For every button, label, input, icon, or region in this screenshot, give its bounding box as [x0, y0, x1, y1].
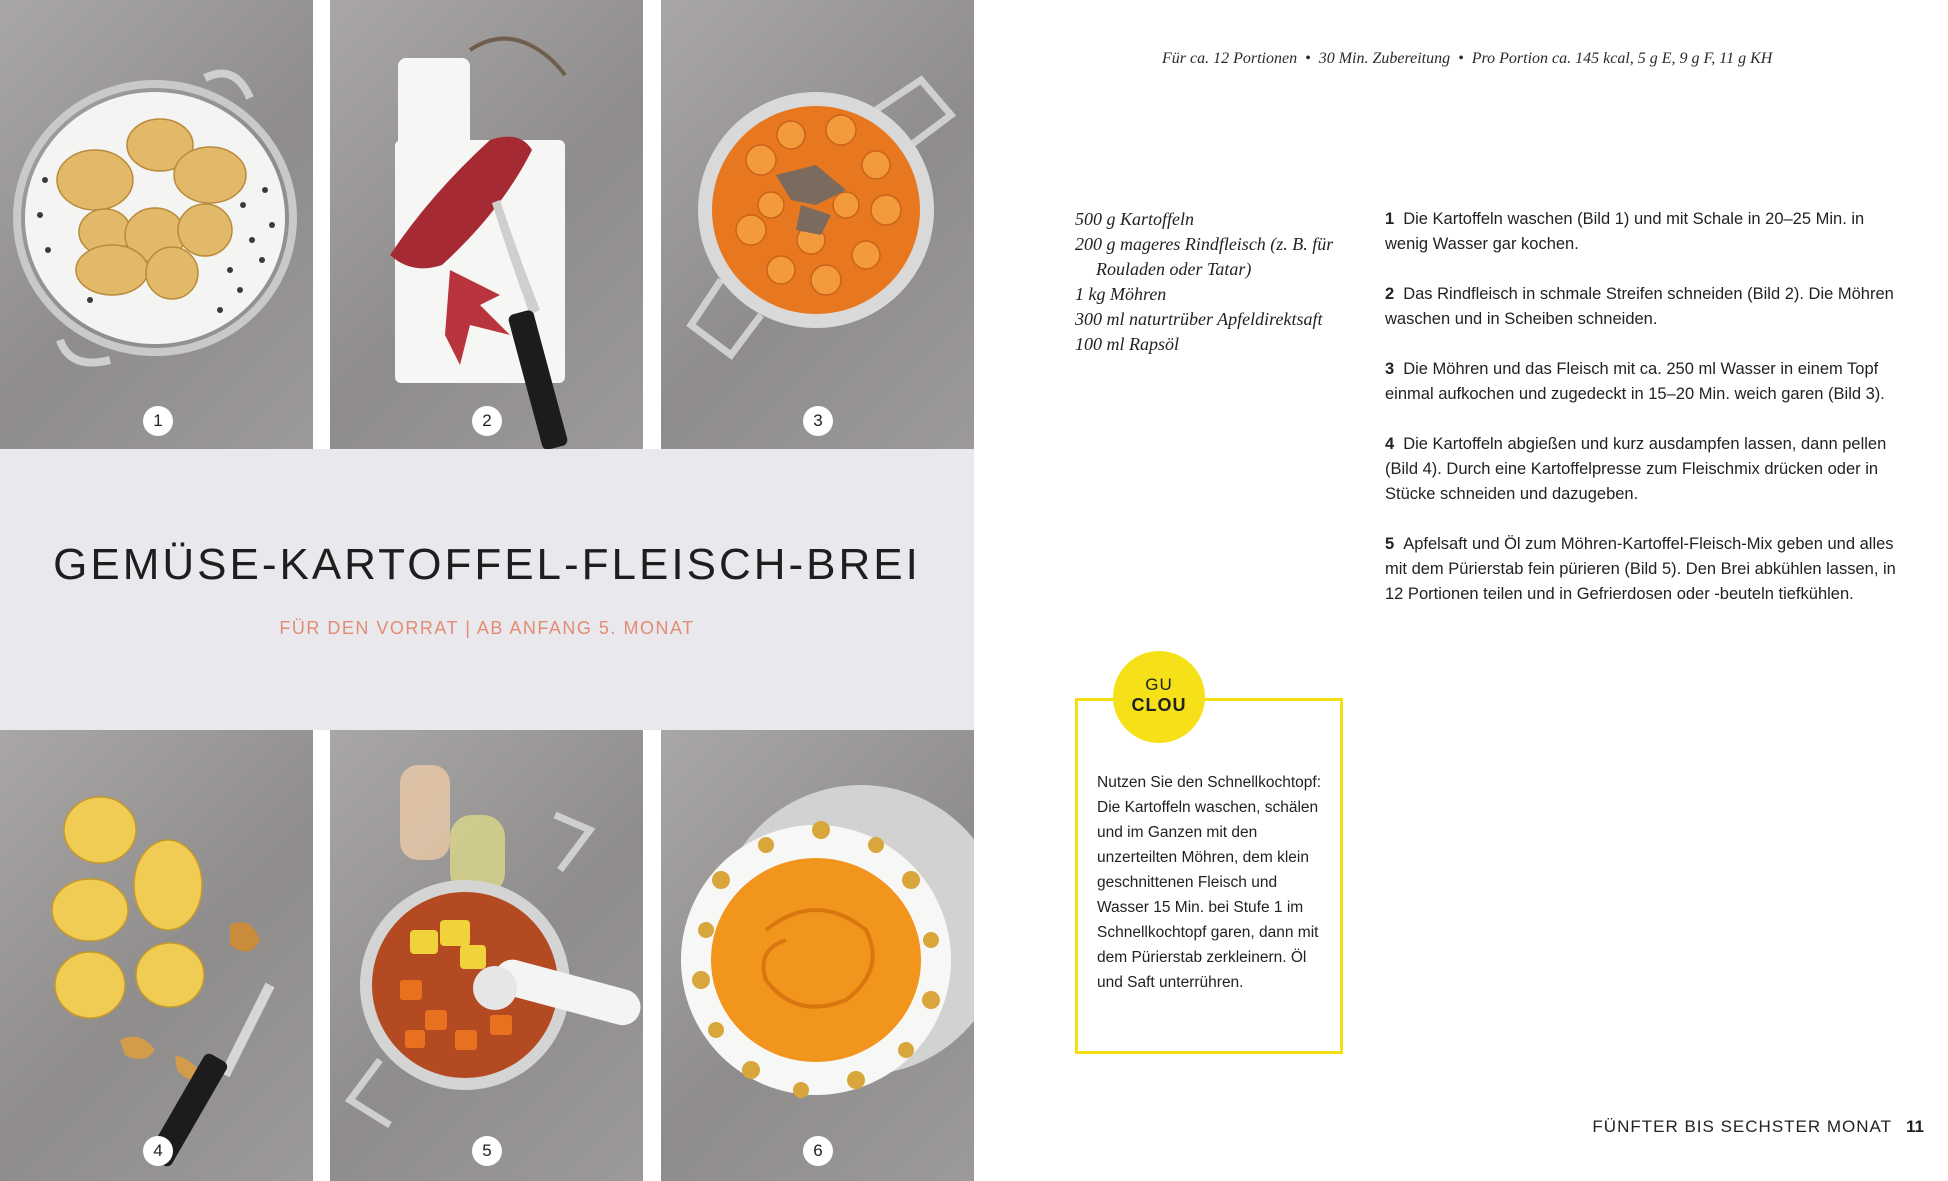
page-footer: [1592, 1117, 1924, 1137]
step-number: 2: [1385, 285, 1395, 303]
photo-number-6: 6: [803, 1136, 833, 1166]
meta-nutrition: Pro Portion ca. 145 kcal, 5 g E, 9 g F, 11 g KH: [1471, 50, 1773, 67]
step-text: Die Kartoffeln waschen (Bild 1) und mit Schale in 20–25 Min. in wenig Wasser gar kochen.: [1385, 210, 1865, 253]
clou-badge-line1: GU: [1145, 675, 1173, 694]
right-page: [974, 0, 1948, 1181]
ingredient-item: 500 g Kartoffeln: [1075, 209, 1195, 229]
pot-carrots-illustration: [661, 0, 974, 449]
step-text: Apfelsaft und Öl zum Möhren-Kartoffel-Fleisch-Mix geben und alles mit dem Pürierstab fein pürieren (Bild 5). Den Brei abkühlen lassen, in 12 Portionen teilen und in Gefrierdosen oder -beuteln tiefkühlen.: [1385, 535, 1896, 603]
step-item: [1385, 432, 1900, 507]
photo-pot-blender: [330, 730, 643, 1181]
step-item: [1385, 207, 1900, 257]
bowl-puree-illustration: [661, 730, 974, 1181]
recipe-title: GEMÜSE-KARTOFFEL-FLEISCH-BREI: [53, 540, 921, 589]
photo-peeled-potatoes: [0, 730, 313, 1181]
meta-separator: •: [1458, 50, 1464, 67]
meta-portions: Für ca. 12 Portionen: [1162, 50, 1298, 67]
clou-badge-line2: CLOU: [1131, 695, 1187, 715]
step-item: [1385, 282, 1900, 332]
meta-separator: •: [1305, 50, 1311, 67]
photo-beef-board: [330, 0, 643, 449]
recipe-meta-line: [1162, 50, 1772, 68]
photo-number-4: 4: [143, 1136, 173, 1166]
instruction-steps: [1385, 207, 1900, 632]
step-number: 1: [1385, 210, 1395, 228]
ingredient-list: [1075, 207, 1365, 357]
step-number: 3: [1385, 360, 1395, 378]
ingredient-item: 300 ml naturtrüber Apfeldirektsaft: [1075, 309, 1323, 329]
photo-pot-carrots: [661, 0, 974, 449]
step-item: [1385, 532, 1900, 607]
recipe-subtitle: FÜR DEN VORRAT | AB ANFANG 5. MONAT: [279, 618, 695, 638]
photo-potatoes-colander: [0, 0, 313, 449]
ingredient-item: 1 kg Möhren: [1075, 284, 1167, 304]
step-text: Das Rindfleisch in schmale Streifen schneiden (Bild 2). Die Möhren waschen und in Scheiben schneiden.: [1385, 285, 1894, 328]
ingredient-item: 100 ml Rapsöl: [1075, 334, 1180, 354]
footer-section-title: FÜNFTER BIS SECHSTER MONAT: [1592, 1117, 1893, 1136]
photo-number-3: 3: [803, 406, 833, 436]
photo-number-2: 2: [472, 406, 502, 436]
gu-clou-tip-box: [1075, 698, 1343, 1054]
meta-time: 30 Min. Zubereitung: [1318, 50, 1451, 67]
step-item: [1385, 357, 1900, 407]
peeled-potatoes-illustration: [0, 730, 313, 1181]
gu-clou-badge: [1113, 651, 1205, 743]
photo-number-1: 1: [143, 406, 173, 436]
ingredient-item: 200 g mageres Rindfleisch (z. B. für Rouladen oder Tatar): [1075, 234, 1334, 279]
step-text: Die Möhren und das Fleisch mit ca. 250 ml Wasser in einem Topf einmal aufkochen und zugedeckt in 15–20 Min. weich garen (Bild 3).: [1385, 360, 1885, 403]
beef-board-illustration: [330, 0, 643, 449]
step-number: 5: [1385, 535, 1395, 553]
photo-bowl-puree: [661, 730, 974, 1181]
clou-tip-text: Nutzen Sie den Schnellkochtopf: Die Kartoffeln waschen, schälen und im Ganzen mit den unzerteilten Möhren, dem klein geschnittenen Fleisch und Wasser 15 Min. bei Stufe 1 im Schnellkochtopf garen, dann mit dem Pürierstab zerkleinern. Öl und Saft unterrühren.: [1097, 774, 1322, 991]
step-number: 4: [1385, 435, 1395, 453]
photo-number-5: 5: [472, 1136, 502, 1166]
step-text: Die Kartoffeln abgießen und kurz ausdampfen lassen, dann pellen (Bild 4). Durch eine Kartoffelpresse zum Fleischmix drücken oder in Stücke schneiden und dazugeben.: [1385, 435, 1887, 503]
pot-blender-illustration: [330, 730, 643, 1181]
page-number: 11: [1906, 1117, 1924, 1136]
potatoes-colander-illustration: [0, 0, 313, 449]
